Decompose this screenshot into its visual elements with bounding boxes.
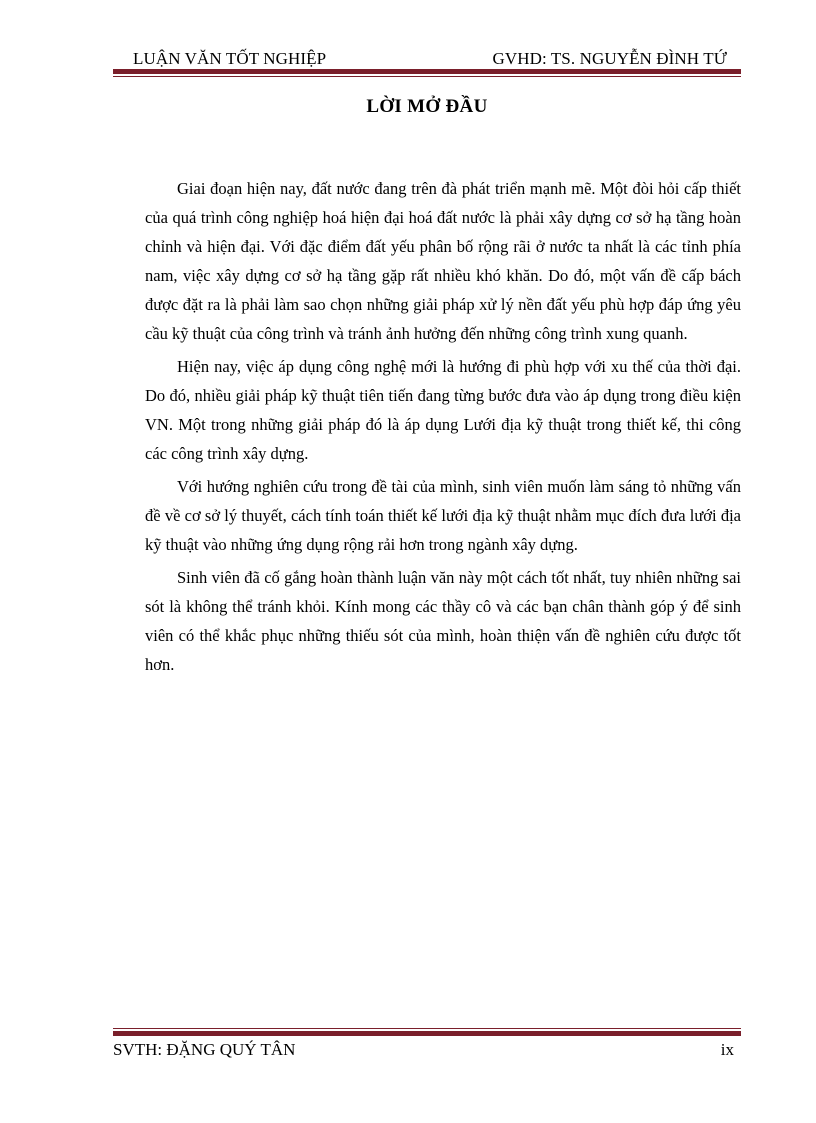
page-title: LỜI MỞ ĐẦU (366, 96, 488, 117)
header-rule-thick (113, 69, 741, 74)
header-thesis-label: LUẬN VĂN TỐT NGHIỆP (133, 49, 327, 68)
header-advisor: GVHD: TS. NGUYỄN ĐÌNH TỨ (492, 49, 727, 68)
page-header (113, 45, 741, 67)
footer-rule-thick (113, 1031, 741, 1036)
paragraph-1: Giai đoạn hiện nay, đất nước đang trên đà phát triển mạnh mẽ. Một đòi hỏi cấp thiết của quá trình công nghiệp hoá hiện đại hoá đất nước là phải xây dựng cơ sở hạ tầng hoàn chỉnh và hiện đại. Với đặc điểm đất yếu phân bố rộng rãi ở nước ta nhất là các tỉnh phía nam, việc xây dựng cơ sở hạ tầng gặp rất nhiều khó khăn. Do đó, một vấn đề cấp bách được đặt ra là phải làm sao chọn những giải pháp xử lý nền đất yếu phù hợp đáp ứng yêu cầu kỹ thuật của công trình và tránh ảnh hưởng đến những công trình xung quanh. (145, 179, 741, 343)
footer-rule-thin (113, 1028, 741, 1029)
paragraph-4: Sinh viên đã cố gắng hoàn thành luận văn này một cách tốt nhất, tuy nhiên những sai sót là không thể tránh khỏi. Kính mong các thầy cô và các bạn chân thành góp ý để sinh viên có thể khắc phục những thiếu sót của mình, hoàn thiện vấn đề nghiên cứu được tốt hơn. (145, 568, 741, 674)
page-number: ix (720, 1040, 734, 1059)
header-rule-thin (113, 76, 741, 77)
paragraph-3: Với hướng nghiên cứu trong đề tài của mình, sinh viên muốn làm sáng tỏ những vấn đề về cơ sở lý thuyết, cách tính toán thiết kế lưới địa kỹ thuật nhằm mục đích đưa lưới địa kỹ thuật vào những ứng dụng rộng rải hơn trong ngành xây dựng. (145, 477, 741, 554)
footer-student: SVTH: ĐẶNG QUÝ TÂN (113, 1040, 296, 1059)
body-text (145, 174, 741, 683)
paragraph-2: Hiện nay, việc áp dụng công nghệ mới là hướng đi phù hợp với xu thế của thời đại. Do đó, nhiều giải pháp kỹ thuật tiên tiến đang từng bước đưa vào áp dụng trong điều kiện VN. Một trong những giải pháp đó là áp dụng Lưới địa kỹ thuật trong thiết kế, thi công các công trình xây dựng. (145, 357, 741, 463)
